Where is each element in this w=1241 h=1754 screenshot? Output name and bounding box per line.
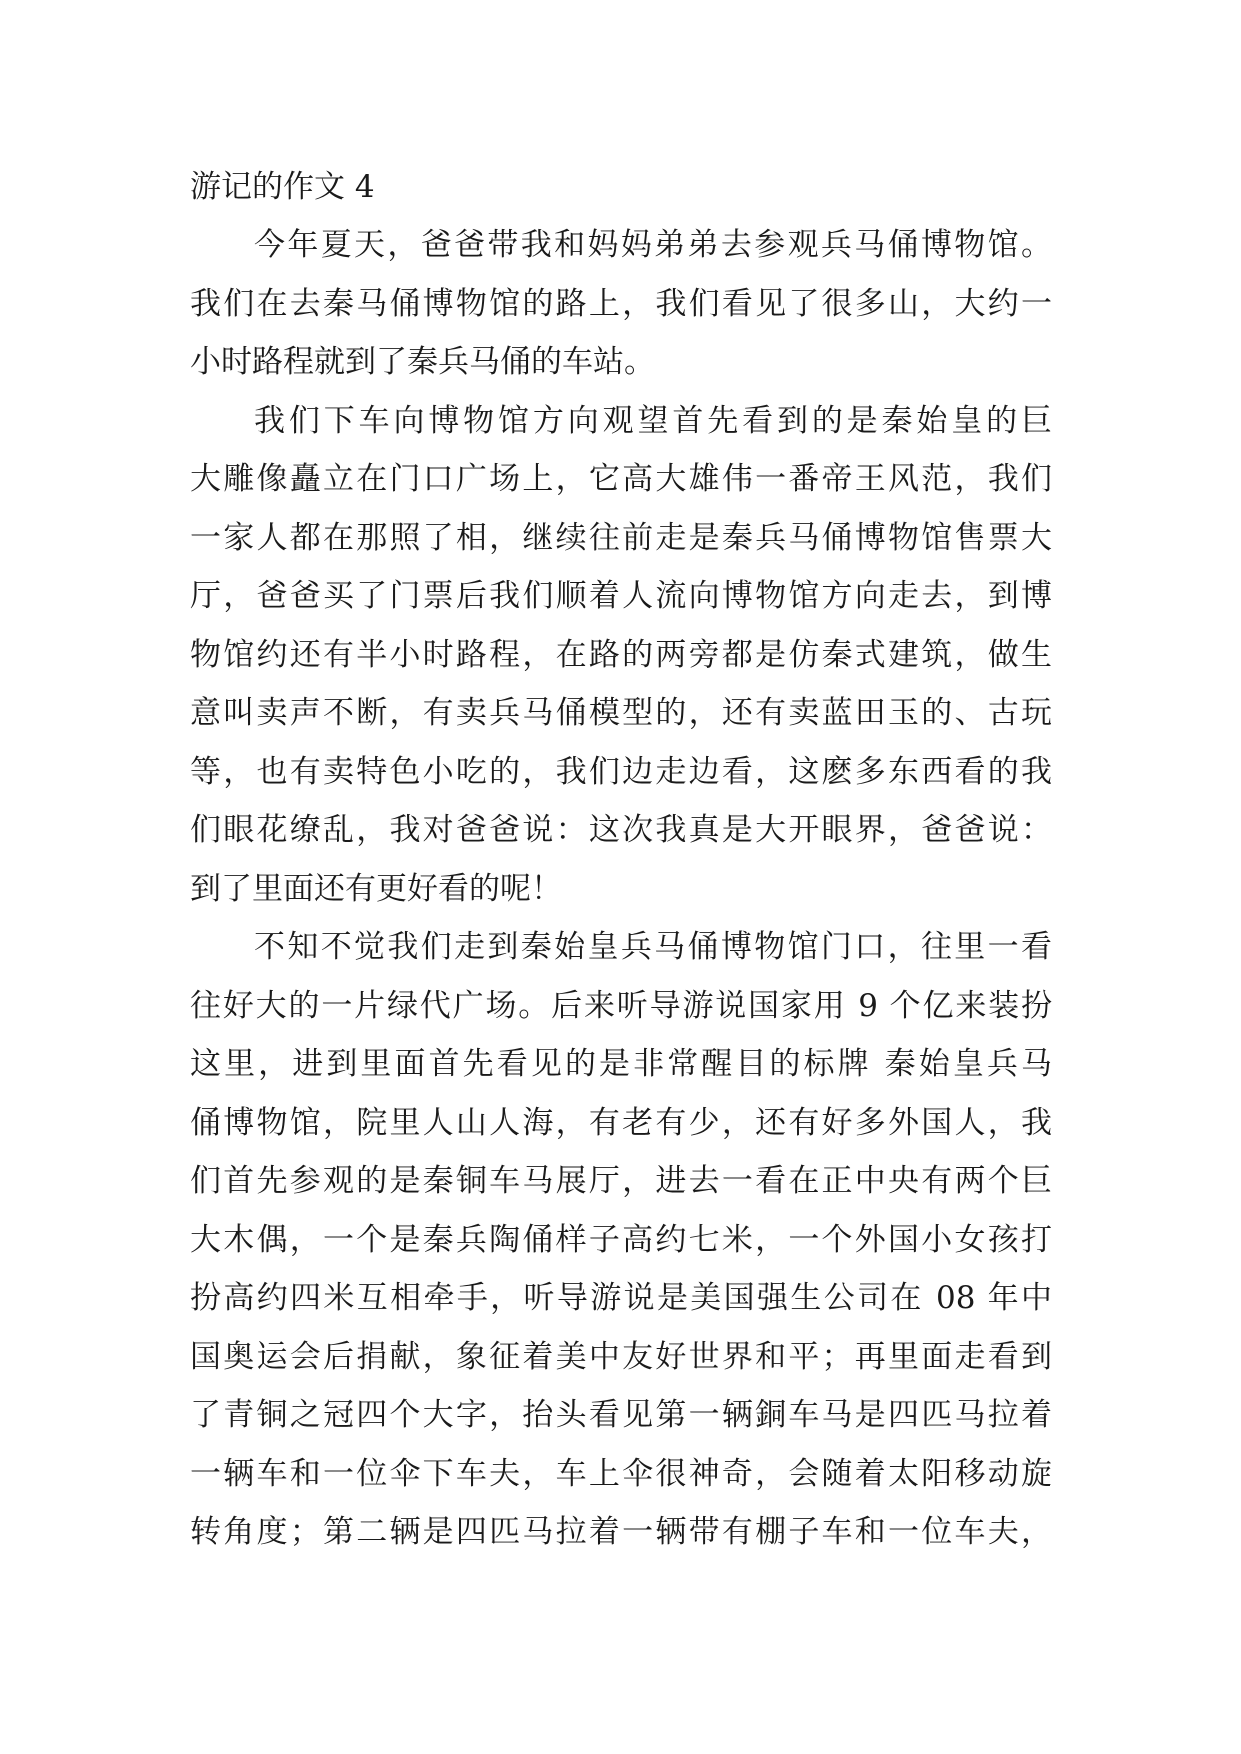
text-line: 俑博物馆，院里人山人海，有老有少，还有好多外国人，我 bbox=[190, 1104, 1052, 1141]
text-line: 大雕像矗立在门口广场上，它高大雄伟一番帝王风范，我们 bbox=[190, 461, 1052, 497]
text-line: 到了里面还有更好看的呢！ bbox=[190, 870, 562, 907]
document-body bbox=[190, 158, 1052, 1562]
text-line: 们首先参观的是秦铜车马展厅，进去一看在正中央有两个巨 bbox=[190, 1163, 1052, 1199]
text-line: 不知不觉我们走到秦始皇兵马俑博物馆门口，往里一看 bbox=[254, 929, 1052, 965]
text-line: 了青铜之冠四个大字，抬头看见第一辆銅车马是四匹马拉着 bbox=[190, 1397, 1052, 1433]
text-line: 今年夏天，爸爸带我和妈妈弟弟去参观兵马俑博物馆。 bbox=[254, 227, 1052, 263]
text-line: 小时路程就到了秦兵马俑的车站。 bbox=[190, 344, 655, 380]
text-line: 扮高约四米互相牵手，听导游说是美国强生公司在 08 年中 bbox=[190, 1280, 1052, 1316]
text-line: 物馆约还有半小时路程，在路的两旁都是仿秦式建筑，做生 bbox=[190, 636, 1052, 673]
document-title: 游记的作文 4 bbox=[190, 169, 375, 205]
paragraph-1 bbox=[190, 216, 1052, 392]
text-line: 意叫卖声不断，有卖兵马俑模型的，还有卖蓝田玉的、古玩 bbox=[190, 695, 1052, 731]
text-line: 我们下车向博物馆方向观望首先看到的是秦始皇的巨 bbox=[254, 402, 1052, 439]
text-line: 国奥运会后捐献，象征着美中友好世界和平；再里面走看到 bbox=[190, 1338, 1052, 1375]
text-line: 我们在去秦马俑博物馆的路上，我们看见了很多山，大约一 bbox=[190, 285, 1052, 322]
text-line: 等，也有卖特色小吃的，我们边走边看，这麽多东西看的我 bbox=[190, 753, 1052, 790]
text-line: 这里，进到里面首先看见的是非常醒目的标牌 秦始皇兵马 bbox=[190, 1046, 1052, 1082]
text-line: 大木偶，一个是秦兵陶俑样子高约七米，一个外国小女孩打 bbox=[190, 1221, 1052, 1258]
text-line: 转角度；第二辆是四匹马拉着一辆带有棚子车和一位车夫， bbox=[190, 1514, 1052, 1550]
paragraph-2 bbox=[190, 392, 1052, 919]
text-line: 厅，爸爸买了门票后我们顺着人流向博物馆方向走去，到博 bbox=[190, 578, 1052, 614]
text-line: 们眼花缭乱，我对爸爸说：这次我真是大开眼界，爸爸说： bbox=[190, 812, 1052, 848]
paragraph-3 bbox=[190, 918, 1052, 1562]
text-line: 往好大的一片绿代广场。后来听导游说国家用 9 个亿来装扮 bbox=[190, 987, 1052, 1024]
text-line: 一辆车和一位伞下车夫，车上伞很神奇，会随着太阳移动旋 bbox=[190, 1455, 1052, 1492]
text-line: 一家人都在那照了相，继续往前走是秦兵马俑博物馆售票大 bbox=[190, 519, 1052, 556]
